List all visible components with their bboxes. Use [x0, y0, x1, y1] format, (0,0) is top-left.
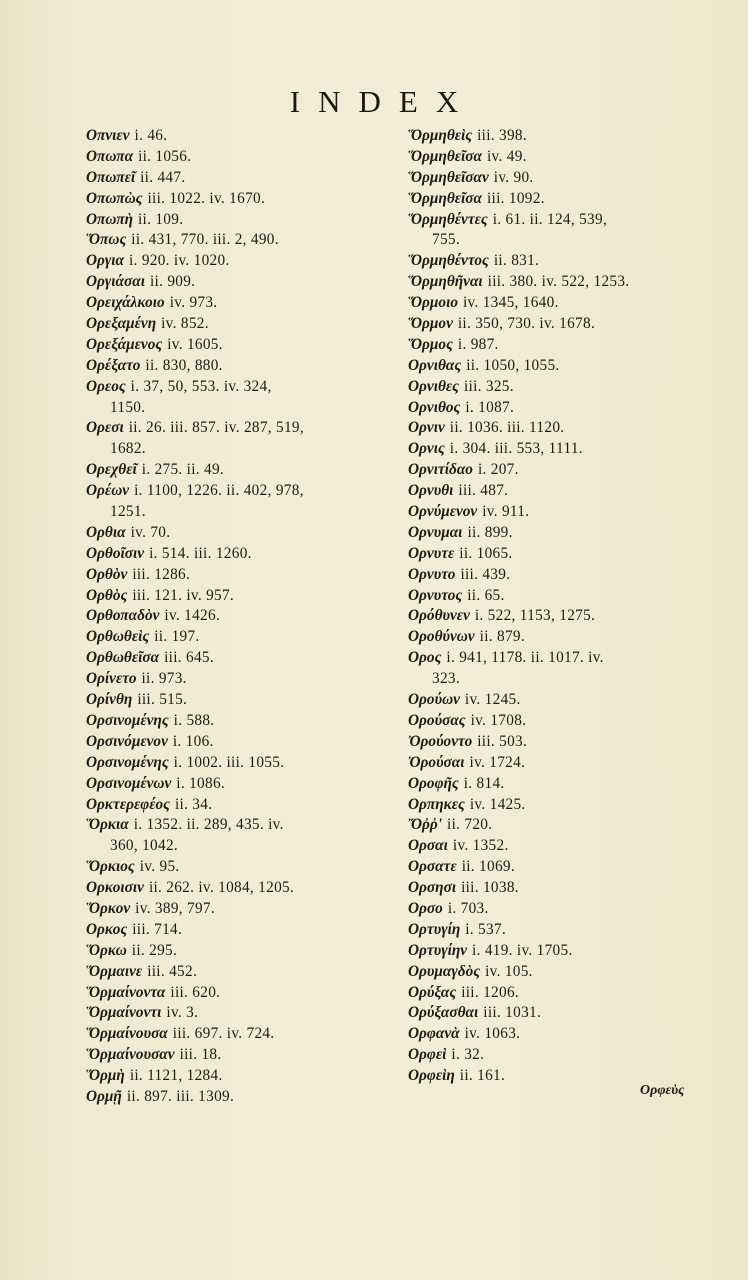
index-entry: [408, 356, 708, 377]
index-entry: [86, 210, 386, 231]
index-term: Ὅρμηθέντες: [408, 210, 488, 228]
index-entry: [86, 356, 386, 377]
index-entry: [408, 398, 708, 419]
index-entry: [86, 147, 386, 168]
index-references: iii. 1031.: [483, 1004, 542, 1022]
index-entry: [408, 230, 708, 251]
index-entry: [86, 836, 386, 857]
index-references: ii. 65.: [467, 586, 505, 604]
index-entry: [86, 941, 386, 962]
index-term: Ὀρούοντο: [408, 732, 473, 750]
index-references: ii. 1036. iii. 1120.: [449, 419, 565, 437]
index-term: Ορνυτο: [408, 565, 456, 583]
index-entry: [408, 272, 708, 293]
index-references: iv. 1708.: [470, 711, 527, 729]
index-entry: [86, 565, 386, 586]
index-references: iv. 1352.: [452, 837, 509, 855]
index-references: iv. 3.: [166, 1004, 199, 1022]
index-references: i. 703.: [447, 899, 489, 917]
index-term: Ορέξατο: [86, 356, 141, 374]
index-entry: [408, 732, 708, 753]
index-references: i. 1086.: [176, 774, 226, 792]
index-term: Ορνιτίδαο: [408, 461, 473, 479]
index-column-left: [86, 126, 386, 1108]
index-entry: [408, 606, 708, 627]
index-entry: [86, 878, 386, 899]
index-references: iv. 973.: [169, 294, 218, 312]
index-entry: [86, 962, 386, 983]
index-entry: [86, 1087, 386, 1108]
index-references: 1150.: [110, 398, 146, 416]
index-entry: [408, 983, 708, 1004]
index-references: ii. 26. iii. 857. iv. 287, 519,: [128, 419, 305, 437]
index-term: Ορθωθεῖσα: [86, 649, 160, 667]
index-entry: [86, 857, 386, 878]
index-references: iii. 620.: [170, 983, 221, 1001]
index-references: i. 941, 1178. ii. 1017. iv.: [446, 649, 604, 667]
index-references: 323.: [432, 670, 460, 688]
index-term: Οργια: [86, 252, 125, 270]
index-references: ii. 831.: [493, 252, 540, 270]
index-entry: [86, 230, 386, 251]
index-entry: [408, 1045, 708, 1066]
index-references: i. 419. iv. 1705.: [472, 941, 573, 959]
index-entry: [86, 523, 386, 544]
index-references: iii. 487.: [458, 482, 509, 500]
index-references: iii. 503.: [477, 732, 528, 750]
index-references: 1682.: [110, 440, 146, 458]
index-entry: [408, 502, 708, 523]
index-references: i. 1002. iii. 1055.: [173, 753, 285, 771]
index-references: iii. 1092.: [487, 189, 545, 207]
index-entry: [86, 272, 386, 293]
index-term: Ορνις: [408, 440, 445, 458]
index-entry: [408, 648, 708, 669]
index-entry: [408, 836, 708, 857]
index-references: i. 987.: [457, 335, 499, 353]
index-entry: [86, 293, 386, 314]
index-references: iv. 90.: [493, 168, 534, 186]
index-references: iv. 1425.: [469, 795, 526, 813]
index-entry: [408, 189, 708, 210]
index-references: i. 920. iv. 1020.: [129, 252, 230, 270]
index-term: Ὀρούσαι: [408, 753, 465, 771]
index-term: Ὅρμηθέντος: [408, 252, 489, 270]
index-references: iv. 95.: [139, 858, 180, 876]
index-term: Ὄῤῥ': [408, 816, 443, 834]
index-references: iv. 1426.: [164, 607, 221, 625]
index-term: Ορνυθι: [408, 482, 454, 500]
index-references: ii. 447.: [140, 168, 186, 186]
index-references: iii. 380. iv. 522, 1253.: [487, 273, 630, 291]
index-references: iii. 398.: [477, 127, 527, 144]
index-entry: [86, 983, 386, 1004]
index-entry: [86, 1003, 386, 1024]
index-term: Ορμῇ: [86, 1087, 122, 1105]
index-entry: [86, 168, 386, 189]
index-term: Ὅρμαίνουσα: [86, 1025, 168, 1043]
index-entry: [408, 210, 708, 231]
index-term: Ορφεὶη: [408, 1067, 455, 1085]
index-references: i. 1352. ii. 289, 435. iv.: [133, 816, 284, 834]
index-references: ii. 109.: [138, 210, 184, 228]
index-term: Ὅρμον: [408, 315, 453, 333]
index-references: ii. 973.: [141, 670, 187, 688]
index-references: ii. 830, 880.: [145, 356, 223, 374]
index-references: iii. 1022. iv. 1670.: [147, 189, 266, 207]
index-entry: [86, 398, 386, 419]
index-term: Ορθια: [86, 523, 126, 541]
index-entry: [408, 293, 708, 314]
index-entry: [86, 753, 386, 774]
index-term: Ορκος: [86, 920, 128, 938]
index-term: Οπωπα: [86, 147, 134, 165]
index-term: Ορσατε: [408, 858, 457, 876]
index-references: 360, 1042.: [110, 837, 179, 855]
index-references: ii. 1056.: [138, 147, 192, 165]
index-references: iv. 1063.: [464, 1025, 521, 1043]
index-entry: [408, 418, 708, 439]
index-term: Ὅρμαίνοντι: [86, 1004, 162, 1022]
index-references: ii. 1065.: [459, 544, 513, 562]
index-entry: [408, 899, 708, 920]
index-references: iii. 439.: [460, 565, 511, 583]
index-entry: [86, 439, 386, 460]
index-entry: [86, 1045, 386, 1066]
index-term: Οροθύνων: [408, 628, 475, 646]
index-term: Ορίνετο: [86, 670, 137, 688]
index-references: i. 1100, 1226. ii. 402, 978,: [134, 482, 304, 500]
index-entry: [86, 189, 386, 210]
index-references: iii. 452.: [147, 962, 198, 980]
index-term: Ορνυτε: [408, 544, 455, 562]
index-entry: [408, 815, 708, 836]
index-entry: [408, 962, 708, 983]
index-references: ii. 1050, 1055.: [466, 356, 560, 374]
index-term: Ορφεὶ: [408, 1046, 447, 1064]
index-entry: [408, 335, 708, 356]
index-term: Ορθοπαδὸν: [86, 607, 160, 625]
index-term: Ορθὸς: [86, 586, 128, 604]
index-term: Ορνυμαι: [408, 523, 463, 541]
index-entry: [86, 544, 386, 565]
index-term: Ορίνθη: [86, 691, 133, 709]
index-term: Ορούσας: [408, 711, 466, 729]
page-title: INDEX: [289, 84, 477, 119]
index-term: Ορνύμενον: [408, 503, 478, 521]
index-references: iv. 70.: [130, 523, 171, 541]
index-entry: [408, 774, 708, 795]
index-references: i. 304. iii. 553, 1111.: [449, 440, 583, 458]
index-references: iii. 121. iv. 957.: [132, 586, 235, 604]
index-references: iv. 852.: [161, 315, 209, 333]
index-entry: [408, 941, 708, 962]
index-references: i. 522, 1153, 1275.: [474, 607, 596, 625]
index-references: ii. 197.: [154, 628, 200, 646]
index-entry: [408, 878, 708, 899]
index-entry: [86, 586, 386, 607]
index-references: ii. 909.: [149, 273, 196, 291]
index-references: i. 37, 50, 553. iv. 324,: [130, 377, 272, 395]
index-term: Ορεξαμένη: [86, 315, 157, 333]
index-references: i. 514. iii. 1260.: [149, 544, 252, 562]
index-references: i. 537.: [465, 920, 506, 938]
index-references: iv. 49.: [487, 147, 527, 165]
index-term: Ορύξας: [408, 983, 457, 1001]
index-entry: [408, 460, 708, 481]
index-references: iii. 697. iv. 724.: [172, 1025, 275, 1043]
index-term: Ὅρκια: [86, 816, 129, 834]
index-term: Ορσινομένης: [86, 753, 169, 771]
index-references: i. 207.: [477, 461, 519, 479]
index-term: Ορσινόμενον: [86, 732, 168, 750]
index-term: Ορσησι: [408, 879, 457, 897]
index-references: i. 814.: [463, 774, 505, 792]
index-references: i. 106.: [172, 732, 214, 750]
index-term: Ὅρκω: [86, 941, 127, 959]
index-entry: [86, 460, 386, 481]
index-entry: [408, 251, 708, 272]
index-references: ii. 295.: [131, 941, 178, 959]
index-term: Ορσο: [408, 899, 443, 917]
index-references: ii. 350, 730. iv. 1678.: [457, 315, 596, 333]
index-term: Οπωπεῖ: [86, 168, 136, 186]
index-term: Ορέων: [86, 482, 130, 500]
index-entry: [86, 502, 386, 523]
index-term: Ὅρμοιο: [408, 294, 458, 312]
index-references: 1251.: [110, 503, 146, 521]
index-references: ii. 879.: [479, 628, 525, 646]
index-entry: [408, 1024, 708, 1045]
index-references: i. 1087.: [465, 398, 515, 416]
index-term: Ορνιθος: [408, 398, 461, 416]
index-term: Ὅπως: [86, 231, 127, 249]
index-references: iv. 1724.: [469, 753, 526, 771]
index-term: Ορόθυνεν: [408, 607, 470, 625]
index-references: iv. 1245.: [464, 691, 521, 709]
index-entry: [408, 753, 708, 774]
index-term: Ορνιθες: [408, 377, 459, 395]
index-term: Οπνιεν: [86, 127, 130, 144]
index-term: Ορκτερεφέος: [86, 795, 170, 813]
index-entry: [86, 606, 386, 627]
index-term: Ορυμαγδὸς: [408, 962, 481, 980]
index-entry: [86, 1066, 386, 1087]
index-term: Ὅρμὴ: [86, 1067, 125, 1085]
index-term: Ορσινομένης: [86, 711, 169, 729]
index-term: Ὅρμηθεὶς: [408, 127, 473, 144]
index-entry: [86, 126, 386, 147]
index-references: iv. 105.: [485, 962, 533, 980]
index-entry: [408, 1003, 708, 1024]
index-references: ii. 431, 770. iii. 2, 490.: [131, 231, 279, 249]
index-entry: [86, 1024, 386, 1045]
index-column-right: [408, 126, 708, 1087]
index-entry: [86, 711, 386, 732]
index-entry: [86, 690, 386, 711]
index-term: Οργιάσαι: [86, 273, 145, 291]
index-references: iii. 1206.: [461, 983, 520, 1001]
index-term: Ορνιν: [408, 419, 445, 437]
index-references: 755.: [432, 231, 460, 249]
index-entry: [408, 627, 708, 648]
index-entry: [408, 857, 708, 878]
index-term: Ορύξασθαι: [408, 1004, 479, 1022]
index-term: Ορεος: [86, 377, 126, 395]
index-entry: [408, 669, 708, 690]
index-term: Ορνυτος: [408, 586, 463, 604]
index-term: Ορσαι: [408, 837, 448, 855]
index-term: Ορθοῖσιν: [86, 544, 145, 562]
index-references: ii. 1121, 1284.: [129, 1067, 223, 1085]
index-term: Ορφανὰ: [408, 1025, 460, 1043]
index-entry: [408, 690, 708, 711]
index-entry: [408, 481, 708, 502]
index-entry: [408, 377, 708, 398]
index-references: i. 275. ii. 49.: [141, 461, 225, 479]
catchword: Ορφεὺς: [640, 1083, 685, 1098]
index-references: i. 46.: [134, 127, 168, 144]
index-term: Ορσινομένων: [86, 774, 172, 792]
index-references: i. 61. ii. 124, 539,: [492, 210, 608, 228]
index-term: Ὅρμαινε: [86, 962, 143, 980]
index-references: ii. 34.: [174, 795, 213, 813]
index-references: iv. 1605.: [167, 335, 223, 353]
index-term: Οροφῆς: [408, 774, 459, 792]
index-term: Ορεσι: [86, 419, 124, 437]
index-term: Ορος: [408, 649, 442, 667]
index-entry: [408, 586, 708, 607]
index-term: Ὅρμαίνουσαν: [86, 1046, 175, 1064]
index-term: Ὅρμαίνοντα: [86, 983, 166, 1001]
index-references: iii. 714.: [132, 920, 183, 938]
index-references: ii. 720.: [447, 816, 493, 834]
index-entry: [408, 523, 708, 544]
index-entry: [86, 920, 386, 941]
index-term: Ὅρμος: [408, 335, 453, 353]
index-entry: [408, 168, 708, 189]
index-entry: [86, 774, 386, 795]
index-references: i. 588.: [173, 711, 215, 729]
index-term: Ορνιθας: [408, 356, 462, 374]
index-entry: [86, 418, 386, 439]
index-entry: [86, 377, 386, 398]
index-references: iii. 1286.: [132, 565, 191, 583]
index-references: ii. 161.: [459, 1067, 506, 1085]
index-references: iii. 645.: [164, 649, 214, 667]
index-term: Ορκοισιν: [86, 879, 144, 897]
index-references: i. 32.: [451, 1046, 485, 1064]
index-entry: [86, 314, 386, 335]
index-term: Ὅρμηθεῖσα: [408, 189, 482, 207]
index-entry: [86, 481, 386, 502]
index-entry: [408, 920, 708, 941]
index-entry: [408, 544, 708, 565]
index-entry: [86, 627, 386, 648]
index-references: iv. 389, 797.: [135, 899, 215, 917]
index-references: iv. 1345, 1640.: [462, 294, 559, 312]
index-references: ii. 897. iii. 1309.: [126, 1087, 235, 1105]
index-entry: [408, 565, 708, 586]
index-entry: [86, 669, 386, 690]
index-entry: [408, 314, 708, 335]
index-term: Ὅρμηθεῖσαν: [408, 168, 489, 186]
index-references: ii. 262. iv. 1084, 1205.: [148, 879, 295, 897]
index-term: Οπωπὴ: [86, 210, 133, 228]
index-entry: [86, 815, 386, 836]
index-term: Ορθὸν: [86, 565, 128, 583]
index-term: Ορτυγίη: [408, 920, 461, 938]
index-term: Ορπηκες: [408, 795, 465, 813]
index-references: iii. 18.: [179, 1046, 222, 1064]
index-term: Ορεξάμενος: [86, 335, 163, 353]
index-term: Ὅρμηθῆναι: [408, 273, 483, 291]
index-references: iii. 1038.: [461, 879, 519, 897]
index-entry: [408, 147, 708, 168]
index-term: Ορειχάλκοιο: [86, 294, 165, 312]
index-entry: [86, 732, 386, 753]
index-entry: [408, 795, 708, 816]
index-term: Ὅρκιος: [86, 858, 135, 876]
index-references: ii. 1069.: [461, 858, 515, 876]
index-entry: [408, 126, 708, 147]
index-term: Ορεχθεῖ: [86, 461, 137, 479]
index-entry: [86, 899, 386, 920]
index-term: Ορούων: [408, 691, 460, 709]
index-term: Ορτυγίην: [408, 941, 468, 959]
index-references: iii. 515.: [137, 691, 188, 709]
index-term: Οπωπὼς: [86, 189, 143, 207]
index-references: iv. 911.: [482, 503, 530, 521]
index-term: Ὅρμηθεῖσα: [408, 147, 482, 165]
index-references: iii. 325.: [464, 377, 514, 395]
index-entry: [86, 795, 386, 816]
index-references: ii. 899.: [467, 523, 513, 541]
index-entry: [408, 711, 708, 732]
index-entry: [86, 648, 386, 669]
index-entry: [408, 439, 708, 460]
index-entry: [86, 251, 386, 272]
index-entry: [86, 335, 386, 356]
index-term: Ὅρκον: [86, 899, 131, 917]
index-term: Ορθωθεὶς: [86, 628, 150, 646]
